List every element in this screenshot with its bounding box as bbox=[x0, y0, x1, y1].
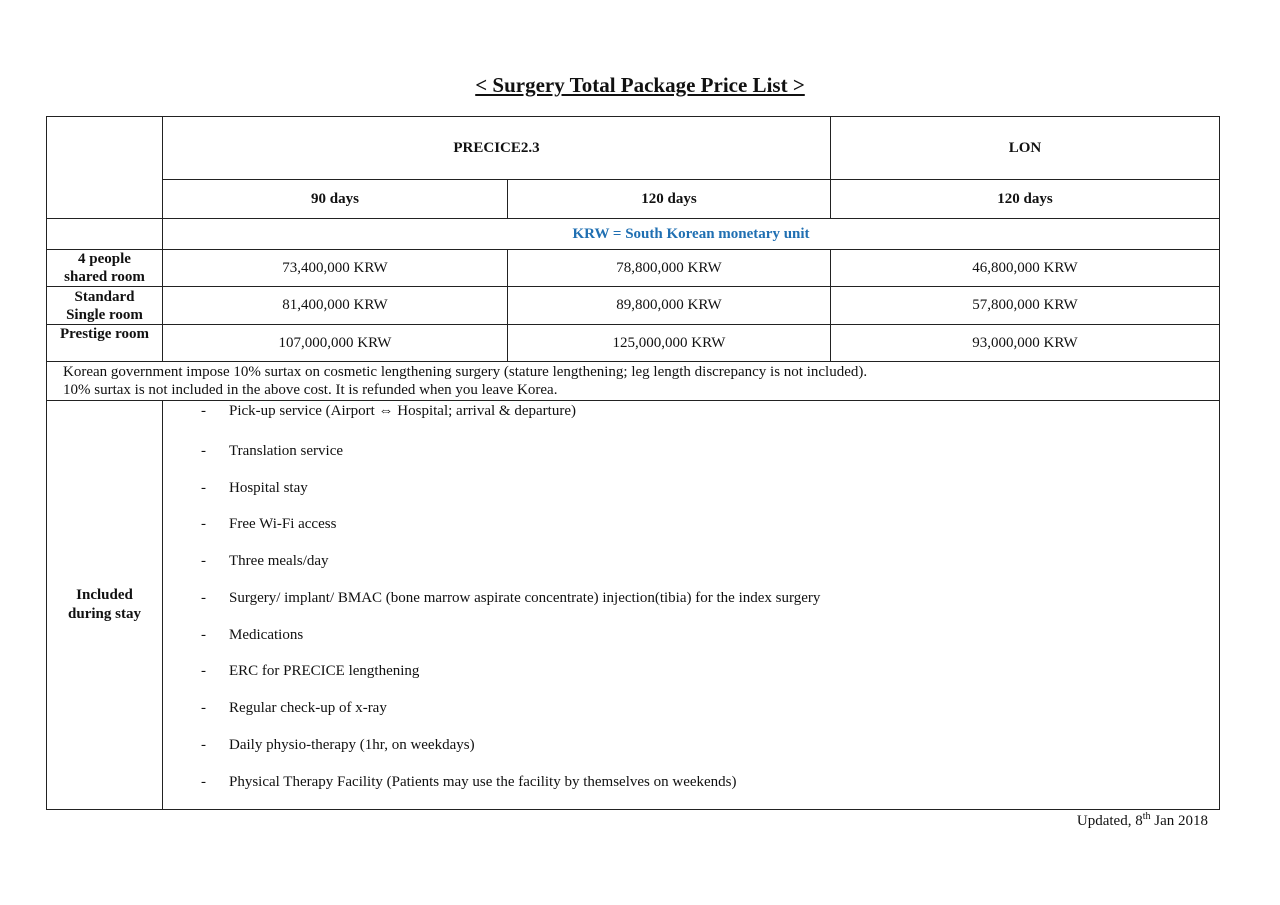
list-item: - Medications bbox=[201, 627, 304, 643]
room-label-shared bbox=[47, 250, 163, 287]
price-table bbox=[46, 116, 1220, 810]
header-lon-120-days: 120 days bbox=[831, 180, 1220, 219]
room-label-standard bbox=[47, 287, 163, 325]
price-cell: 125,000,000 KRW bbox=[508, 325, 831, 362]
included-label bbox=[47, 401, 163, 810]
price-cell: 73,400,000 KRW bbox=[163, 250, 508, 287]
list-item: - ERC for PRECICE lengthening bbox=[201, 663, 420, 679]
included-label-line: Included bbox=[76, 587, 133, 603]
list-item: - Regular check-up of x-ray bbox=[201, 700, 387, 716]
price-cell: 57,800,000 KRW bbox=[831, 287, 1220, 325]
list-item: - Hospital stay bbox=[201, 480, 308, 496]
currency-note: KRW = South Korean monetary unit bbox=[163, 219, 1220, 250]
room-label-line: Single room bbox=[66, 306, 143, 323]
list-item: - Translation service bbox=[201, 443, 344, 459]
surtax-note-line-1: Korean government impose 10% surtax on cosmetic lengthening surgery (stature lengthening; leg length discrepancy is not included). bbox=[63, 364, 868, 380]
room-label-line: Standard bbox=[74, 288, 135, 305]
list-item: - Daily physio-therapy (1hr, on weekdays) bbox=[201, 737, 475, 753]
header-precice-120-days: 120 days bbox=[508, 180, 831, 219]
surtax-note bbox=[47, 362, 1220, 401]
price-cell: 46,800,000 KRW bbox=[831, 250, 1220, 287]
table-row bbox=[47, 250, 1220, 287]
price-cell: 107,000,000 KRW bbox=[163, 325, 508, 362]
price-cell: 93,000,000 KRW bbox=[831, 325, 1220, 362]
room-label-line: 4 people bbox=[78, 251, 131, 267]
included-label-line: during stay bbox=[68, 606, 141, 622]
header-precice-90-days: 90 days bbox=[163, 180, 508, 219]
price-cell: 81,400,000 KRW bbox=[163, 287, 508, 325]
room-label-line: shared room bbox=[64, 269, 145, 285]
page-title: < Surgery Total Package Price List > bbox=[475, 73, 805, 97]
header-precice: PRECICE2.3 bbox=[163, 117, 831, 180]
table-row bbox=[47, 287, 1220, 325]
list-item: - Physical Therapy Facility (Patients may use the facility by themselves on weekends) bbox=[201, 774, 737, 790]
updated-date: Updated, 8th Jan 2018 bbox=[1076, 811, 1208, 829]
list-item: - Surgery/ implant/ BMAC (bone marrow aspirate concentrate) injection(tibia) for the index surgery bbox=[201, 590, 821, 606]
surtax-note-line-2: 10% surtax is not included in the above cost. It is refunded when you leave Korea. bbox=[63, 382, 558, 398]
list-item: - Three meals/day bbox=[201, 553, 329, 569]
header-corner-cell bbox=[47, 117, 163, 219]
included-list bbox=[163, 401, 1220, 810]
list-item: - Free Wi-Fi access bbox=[201, 516, 337, 532]
currency-row-blank bbox=[47, 219, 163, 250]
price-cell: 78,800,000 KRW bbox=[508, 250, 831, 287]
header-lon: LON bbox=[831, 117, 1220, 180]
price-cell: 89,800,000 KRW bbox=[508, 287, 831, 325]
room-label-prestige: Prestige room bbox=[47, 325, 163, 362]
table-row bbox=[47, 325, 1220, 362]
list-item: - Pick-up service (Airport ⇔ Hospital; arrival & departure) bbox=[201, 403, 576, 419]
